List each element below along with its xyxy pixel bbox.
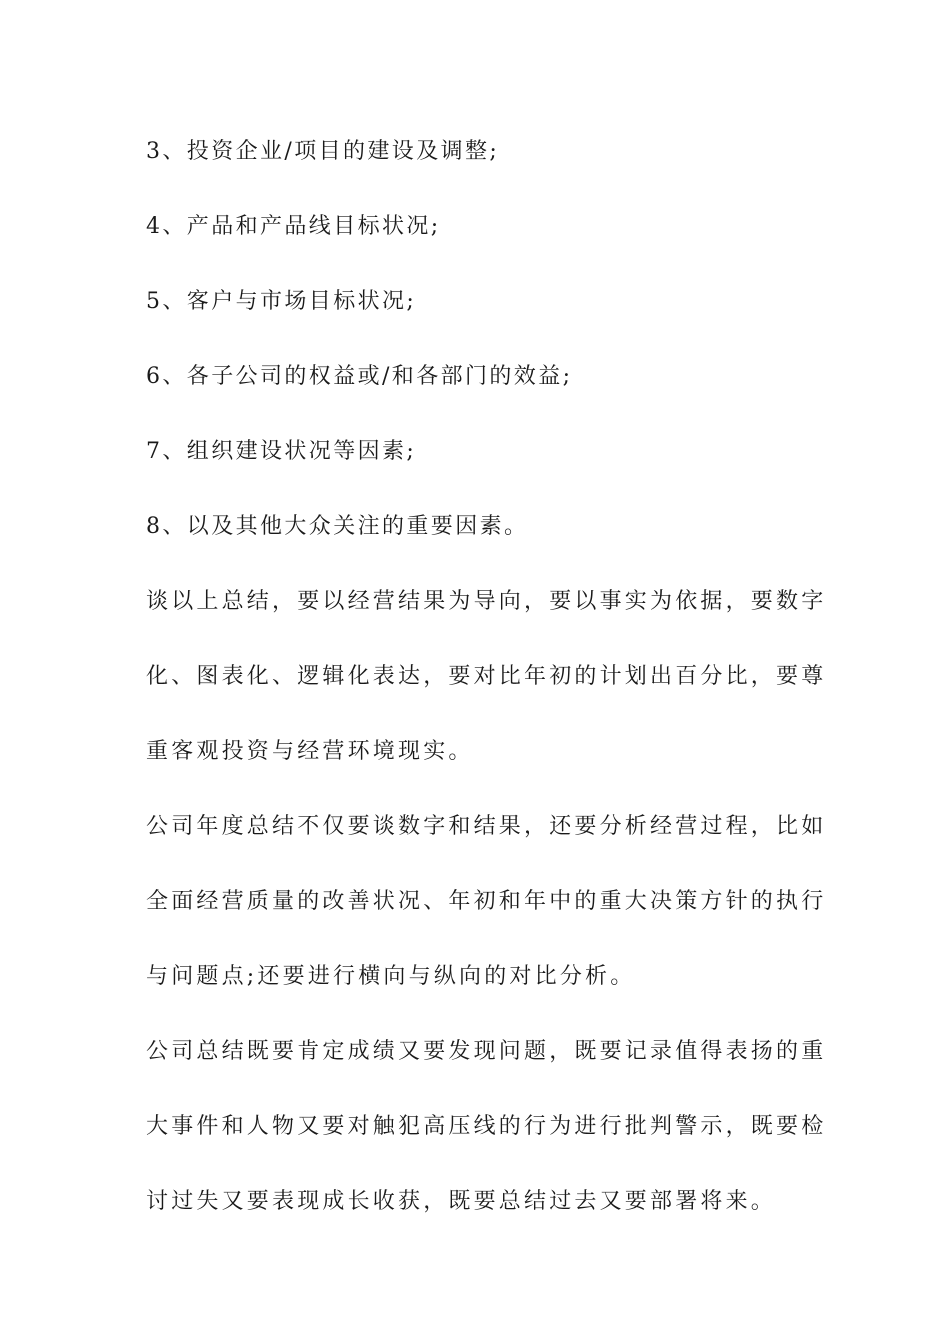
- list-item: 7、组织建设状况等因素;: [146, 439, 417, 464]
- paragraph-line: 讨过失又要表现成长收获，既要总结过去又要部署将来。: [146, 1189, 777, 1214]
- paragraph-line: 全面经营质量的改善状况、年初和年中的重大决策方针的执行: [146, 889, 827, 914]
- paragraph-line: 公司总结既要肯定成绩又要发现问题，既要记录值得表扬的重: [146, 1039, 827, 1064]
- paragraph-line: 谈以上总结，要以经营结果为导向，要以事实为依据，要数字: [146, 589, 827, 614]
- list-item: 3、投资企业/项目的建设及调整;: [146, 139, 500, 164]
- list-item: 6、各子公司的权益或/和各部门的效益;: [146, 364, 573, 389]
- paragraph-line: 重客观投资与经营环境现实。: [146, 739, 474, 764]
- list-item: 5、客户与市场目标状况;: [146, 289, 417, 314]
- paragraph-line: 公司年度总结不仅要谈数字和结果，还要分析经营过程，比如: [146, 814, 827, 839]
- list-item: 4、产品和产品线目标状况;: [146, 214, 441, 239]
- paragraph-line: 化、图表化、逻辑化表达，要对比年初的计划出百分比，要尊: [146, 664, 827, 689]
- paragraph-line: 大事件和人物又要对触犯高压线的行为进行批判警示，既要检: [146, 1114, 827, 1139]
- paragraph-line: 与问题点;还要进行横向与纵向的对比分析。: [146, 964, 636, 989]
- list-item: 8、以及其他大众关注的重要因素。: [146, 514, 529, 539]
